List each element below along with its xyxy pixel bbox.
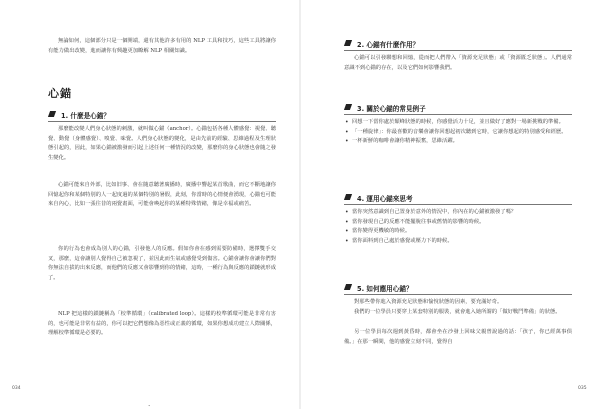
section-marker-icon xyxy=(344,283,353,292)
paragraph-student-outfit: 我們的一位學員只要穿上某套特別的服裝，就會進入她所謂的「做好戰鬥準備」的狀態。 xyxy=(354,309,561,315)
list-item: • 「一種旋律」：你最喜歡的音樂會讓你回想起初次聽到它時，它讓你想起的特別感受和經歷。 xyxy=(344,128,572,138)
list-item: • 當你發現自己的反應不能擺脫往事或舊情的影響的時候。 xyxy=(344,218,572,228)
chapter-title: 心錨 xyxy=(48,87,72,100)
paragraph-student-sofa: 另一位學員每次週到黃昏時，都會坐在沙發上回味父親曾說過的話：「孩子，你已經萬事俱備。」在那一瞬間，他的感覺立刻不同，覺得自 xyxy=(344,329,572,345)
section-heading-5-title: 5. 如何應用心錨？ xyxy=(357,284,413,293)
section-heading-3 xyxy=(344,101,572,115)
section-marker-icon xyxy=(344,39,353,48)
questions-list xyxy=(344,208,572,246)
paragraph-anchor-sources: 心錨可能來自外部，比如旧事、會在隨意聽著廣播時，廣播中響起某首歌曲，而它不斷地讓你回憶起你和某個特別的人一起度過的某個特別的暑假，此刻，你當時的心情便會湧現，心錨也可能來自內心，比如一張往昔的兩覺畫面，可能會喚起你的某種特殊情緒，像是幸福或痛苦。 xyxy=(48,182,276,208)
section-marker-icon xyxy=(344,103,353,112)
section-heading-3-title: 3. 關於心錨的常見例子 xyxy=(357,104,426,113)
section-heading-1-title: 1. 什麼是心錨？ xyxy=(61,111,110,120)
paragraph-anchor-behavior: 你的行為也會成為別人的心錨，引發他人的反應。假如你會在感到需要防備時，選擇雙手交叉，那麼，這會讓別人覺得自己被忽視了，並因此而生氣或感覺受到傷害。心錨會讓你會讓你們對你無法自拔的出來反應，而他們的反應又會影響到你的情緒，這時，一種行為與反應的鎖鏈就形成了。 xyxy=(48,246,276,281)
section-heading-4-title: 4. 運用心錨來思考 xyxy=(357,194,413,203)
paragraph-curiosity: 對那些帶你進入資源充足狀態和愉悅狀態的因素，要充滿好奇。 xyxy=(354,299,503,305)
section-heading-2 xyxy=(344,37,572,51)
examples-list xyxy=(344,118,572,147)
page-number-right: 035 xyxy=(578,386,587,391)
section-heading-1 xyxy=(48,108,276,122)
fore-edge-mark: • xyxy=(148,403,151,408)
intro-paragraph: 無論如何，這個部分只是一個開端，還有其他許多有用的 NLP 工具和技巧，這些工具將讓你有能力做出改變，進而讓你有興趣更加瞭解 NLP 相關知識。 xyxy=(48,38,276,54)
list-item: • 當你變得更機敏的時候。 xyxy=(344,227,572,237)
list-item: • 一杯新鮮的咖啡會讓你精神振奮，思維活躍。 xyxy=(344,137,572,147)
section-heading-2-title: 2. 心錨有什麼作用？ xyxy=(357,40,420,49)
page-number-left: 034 xyxy=(12,386,21,391)
section-marker-icon xyxy=(344,193,353,202)
paragraph-calibrated-loop: NLP 把這樣的鎖鏈稱為「校準循環」（calibrated loop）。這樣的校準循環可能是非常有害的，也可能是非常有益的，你可以把它們想像為惡性或正義的循環，如果你想成功建立人際關係，理解校準循環是必要的。 xyxy=(48,311,276,337)
list-item: • 當你面料到自己處於感覺或壓力下的時候。 xyxy=(344,237,572,247)
list-item: • 回想一下當你處於顛峰狀態的時候，你感覺活力十足，並且做好了應對一場新挑戰的準備。 xyxy=(344,118,572,128)
list-item: • 當你突然意識到自己置身於意外的情況中，你內在的心錨被激發了嗎？ xyxy=(344,208,572,218)
section-marker-icon xyxy=(48,110,57,119)
paragraph-anchor-definition: 那麼能改變人們身心狀態的刺激，就叫做心錨（anchor）。心錨包括各種人體感覺：視覺、聽覺、動覺（身體感覺）、嗅覺、味覺。人們身心狀態的變化，是由先前的經驗、思維過程及生理狀態引起的，因此，如果心錨被激發而引起上述任何一種情況的改變，那麼你的身心狀態也會隨之發生變化。 xyxy=(48,126,276,161)
right-page xyxy=(300,0,600,409)
paragraph-anchor-effects: 心錨可以引發聯想和回憶，從而把人們帶入「資源充足狀態」或「資源匱乏狀態」。人們通常意識不到心錨的存在，以及它們如何影響我們。 xyxy=(344,55,572,71)
section-heading-4 xyxy=(344,191,572,205)
section-heading-5 xyxy=(344,281,572,295)
